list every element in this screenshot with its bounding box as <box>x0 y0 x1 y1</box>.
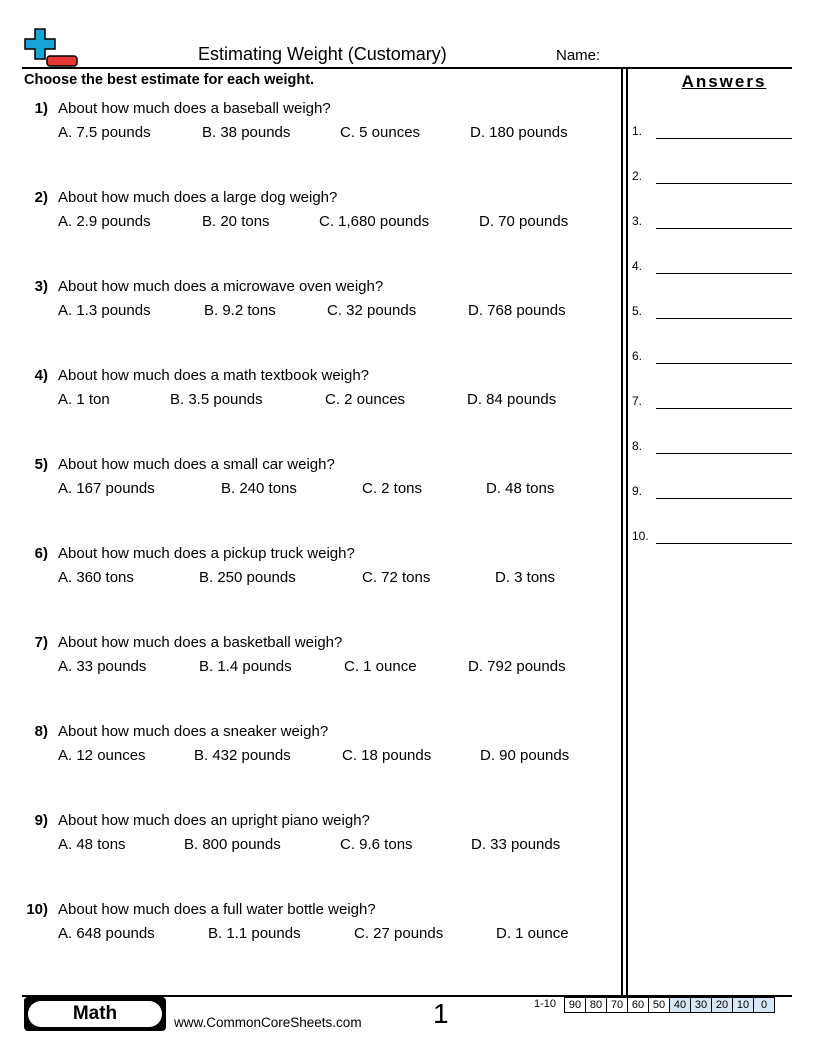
score-cell: 30 <box>691 998 712 1013</box>
question-line <box>24 456 604 476</box>
question-text: About how much does a baseball weigh? <box>58 100 331 117</box>
option-a: A. 167 pounds <box>58 480 155 497</box>
option-c: C. 1 ounce <box>344 658 417 675</box>
name-label: Name: <box>556 47 601 64</box>
score-cell: 90 <box>565 998 586 1013</box>
question-item <box>24 901 604 949</box>
option-b: B. 20 tons <box>202 213 270 230</box>
page-number: 1 <box>433 998 449 1029</box>
question-line <box>24 901 604 921</box>
answer-options <box>24 302 604 326</box>
answers-heading: Answers <box>681 72 767 91</box>
answer-line-8[interactable] <box>632 439 792 459</box>
score-cell: 10 <box>733 998 754 1013</box>
answer-options <box>24 658 604 682</box>
score-table <box>564 997 775 1013</box>
answer-options <box>24 480 604 504</box>
answer-number: 2. <box>632 169 643 183</box>
question-number: 3) <box>34 278 48 295</box>
question-item <box>24 278 604 326</box>
question-line <box>24 100 604 120</box>
answer-blank[interactable] <box>656 408 792 409</box>
answer-number: 4. <box>632 259 643 273</box>
option-d: D. 90 pounds <box>480 747 570 764</box>
question-number: 10) <box>26 901 48 918</box>
option-c: C. 9.6 tons <box>340 836 413 853</box>
question-item <box>24 456 604 504</box>
instructions: Choose the best estimate for each weight. <box>24 72 315 88</box>
option-c: C. 32 pounds <box>327 302 417 319</box>
question-text: About how much does an upright piano weigh? <box>58 812 370 829</box>
answer-options <box>24 836 604 860</box>
answer-blank[interactable] <box>656 543 792 544</box>
answer-blank[interactable] <box>656 363 792 364</box>
option-b: B. 3.5 pounds <box>170 391 263 408</box>
score-cell: 80 <box>586 998 607 1013</box>
answer-options <box>24 569 604 593</box>
score-range-label: 1-10 <box>534 998 557 1010</box>
option-b: B. 240 tons <box>221 480 297 497</box>
option-a: A. 33 pounds <box>58 658 147 675</box>
question-line <box>24 189 604 209</box>
answer-line-9[interactable] <box>632 484 792 504</box>
option-d: D. 70 pounds <box>479 213 569 230</box>
question-number: 4) <box>34 367 48 384</box>
answer-blank[interactable] <box>656 498 792 499</box>
option-c: C. 2 ounces <box>325 391 406 408</box>
option-a: A. 7.5 pounds <box>58 124 151 141</box>
answer-line-2[interactable] <box>632 169 792 189</box>
option-d: D. 792 pounds <box>468 658 566 675</box>
question-item <box>24 189 604 237</box>
option-b: B. 1.1 pounds <box>208 925 301 942</box>
option-d: D. 180 pounds <box>470 124 568 141</box>
worksheet-title: Estimating Weight (Customary) <box>198 44 447 64</box>
option-c: C. 18 pounds <box>342 747 432 764</box>
question-line <box>24 634 604 654</box>
column-divider <box>621 68 628 996</box>
answer-number: 5. <box>632 304 643 318</box>
question-item <box>24 367 604 415</box>
question-number: 7) <box>34 634 48 651</box>
answer-line-3[interactable] <box>632 214 792 234</box>
question-text: About how much does a basketball weigh? <box>58 634 343 651</box>
question-number: 1) <box>34 100 48 117</box>
answer-line-1[interactable] <box>632 124 792 144</box>
option-a: A. 648 pounds <box>58 925 155 942</box>
answer-line-4[interactable] <box>632 259 792 279</box>
question-number: 6) <box>34 545 48 562</box>
answer-number: 7. <box>632 394 643 408</box>
option-c: C. 2 tons <box>362 480 423 497</box>
answer-blank[interactable] <box>656 228 792 229</box>
option-d: D. 3 tons <box>495 569 556 586</box>
option-d: D. 1 ounce <box>496 925 569 942</box>
answer-options <box>24 124 604 148</box>
answer-blank[interactable] <box>656 138 792 139</box>
score-cell: 70 <box>607 998 628 1013</box>
option-b: B. 250 pounds <box>199 569 296 586</box>
question-text: About how much does a microwave oven weigh? <box>58 278 384 295</box>
question-number: 9) <box>34 812 48 829</box>
answer-options <box>24 747 604 771</box>
score-cell: 50 <box>649 998 670 1013</box>
option-a: A. 1.3 pounds <box>58 302 151 319</box>
question-item <box>24 723 604 771</box>
answer-blank[interactable] <box>656 183 792 184</box>
option-c: C. 1,680 pounds <box>319 213 430 230</box>
option-a: A. 48 tons <box>58 836 126 853</box>
question-line <box>24 545 604 565</box>
question-line <box>24 278 604 298</box>
option-b: B. 38 pounds <box>202 124 291 141</box>
question-number: 8) <box>34 723 48 740</box>
option-d: D. 768 pounds <box>468 302 566 319</box>
question-text: About how much does a math textbook weigh? <box>58 367 370 384</box>
question-line <box>24 367 604 387</box>
site-url: www.CommonCoreSheets.com <box>174 1015 362 1030</box>
question-item <box>24 100 604 148</box>
header-rule <box>22 67 792 69</box>
answer-options <box>24 925 604 949</box>
option-b: B. 9.2 tons <box>204 302 276 319</box>
option-b: B. 1.4 pounds <box>199 658 292 675</box>
option-a: A. 2.9 pounds <box>58 213 151 230</box>
answer-number: 6. <box>632 349 643 363</box>
option-a: A. 360 tons <box>58 569 134 586</box>
question-line <box>24 812 604 832</box>
answer-line-7[interactable] <box>632 394 792 414</box>
answer-blank[interactable] <box>656 273 792 274</box>
question-item <box>24 812 604 860</box>
question-text: About how much does a large dog weigh? <box>58 189 338 206</box>
option-d: D. 48 tons <box>486 480 555 497</box>
answer-number: 10. <box>632 529 649 543</box>
question-line <box>24 723 604 743</box>
score-cell: 20 <box>712 998 733 1013</box>
answer-options <box>24 213 604 237</box>
option-b: B. 800 pounds <box>184 836 281 853</box>
answer-line-10[interactable] <box>632 529 792 549</box>
question-number: 2) <box>34 189 48 206</box>
option-d: D. 84 pounds <box>467 391 557 408</box>
answer-number: 1. <box>632 124 643 138</box>
answer-line-6[interactable] <box>632 349 792 369</box>
math-badge <box>24 997 166 1031</box>
question-item <box>24 634 604 682</box>
question-text: About how much does a small car weigh? <box>58 456 335 473</box>
question-text: About how much does a full water bottle weigh? <box>58 901 376 918</box>
score-cell: 40 <box>670 998 691 1013</box>
answer-number: 9. <box>632 484 643 498</box>
plus-minus-logo-icon <box>24 26 78 68</box>
answer-blank[interactable] <box>656 318 792 319</box>
answer-options <box>24 391 604 415</box>
option-c: C. 72 tons <box>362 569 431 586</box>
answer-number: 3. <box>632 214 643 228</box>
answer-line-5[interactable] <box>632 304 792 324</box>
score-cell: 0 <box>754 998 775 1013</box>
option-b: B. 432 pounds <box>194 747 291 764</box>
question-item <box>24 545 604 593</box>
answer-number: 8. <box>632 439 643 453</box>
math-badge-label: Math <box>28 1001 162 1027</box>
option-a: A. 12 ounces <box>58 747 146 764</box>
option-d: D. 33 pounds <box>471 836 561 853</box>
score-cell: 60 <box>628 998 649 1013</box>
answer-blank[interactable] <box>656 453 792 454</box>
option-c: C. 5 ounces <box>340 124 421 141</box>
option-a: A. 1 ton <box>58 391 110 408</box>
question-number: 5) <box>34 456 48 473</box>
question-text: About how much does a sneaker weigh? <box>58 723 329 740</box>
question-text: About how much does a pickup truck weigh? <box>58 545 355 562</box>
option-c: C. 27 pounds <box>354 925 444 942</box>
